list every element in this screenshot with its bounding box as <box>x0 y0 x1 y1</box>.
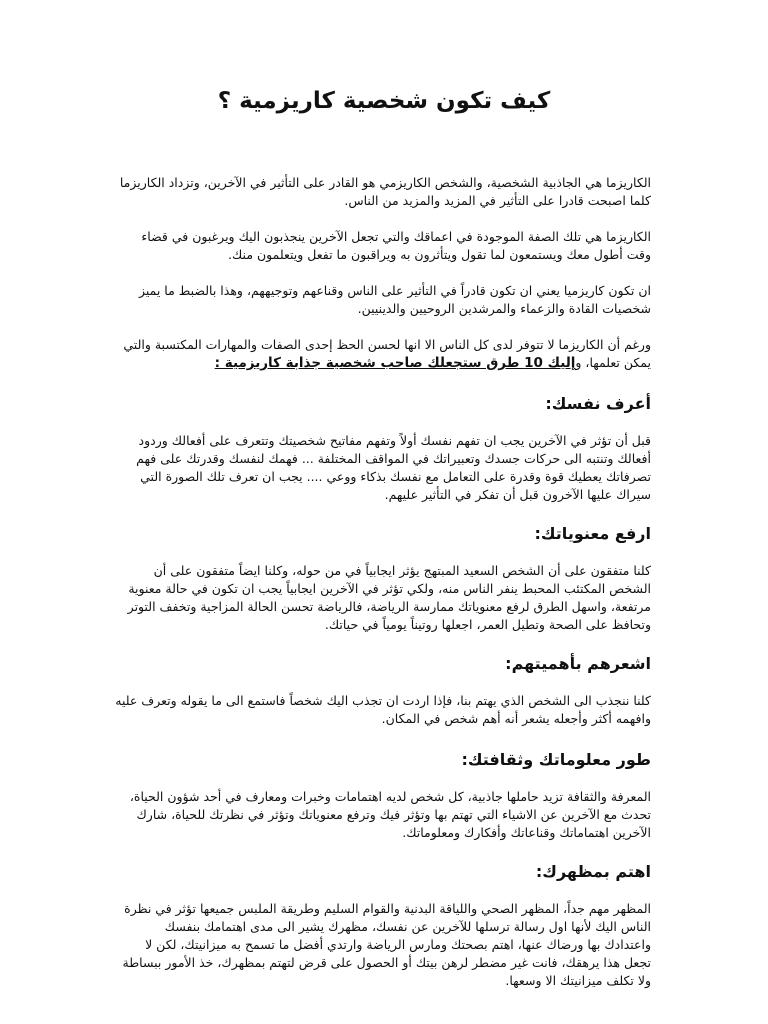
intro-paragraph-3: ان تكون كاريزميا يعني ان تكون قادراً في التأثير على الناس وقناعهم وتوجيههم، وهذا بالضبط ما يميز شخصيات القادة والزعماء والمرشدين الروحيين والدينيين. <box>138 283 651 316</box>
section-body-know-yourself: قبل أن تؤثر في الآخرين يجب ان تفهم نفسك أولاً وتفهم مفاتيح شخصيتك وتتعرف على أفعالك وردود أفعالك وتنتبه الى حركات جسدك وتعبيراتك في المواقف المختلفة ... فهمك لنفسك وقدرتك على فهم تصرفاتك يعطيك قوة وقدرة على التعامل مع نفسك بذكاء ووعي .... يجب ان تعرف تلك الصورة التي سيراك عليها الآخرون قبل أن تفكر في التأثير عليهم. <box>136 433 651 502</box>
section-heading-raise-morale: ارفع معنوياتك: <box>534 524 651 543</box>
section-body-develop-knowledge: المعرفة والثقافة تزيد حاملها جاذبية، كل شخص لديه اهتمامات وخبرات ومعارف في أحد شؤون الحياة، تحدث مع الآخرين عن الاشياء التي تهتم بها وتؤثر فيك وترفع معنوياتك وتؤثر في نظرتك للحياة، شارك الآخرين اهتماماتك وقناعاتك وأفكارك ومعلوماتك. <box>129 789 651 840</box>
section-heading-appearance: اهتم بمظهرك: <box>535 862 651 881</box>
section-body-make-them-feel-important: كلنا ننجذب الى الشخص الذي يهتم بنا، فإذا اردت ان تجذب اليك شخصاً فاستمع الى ما يقوله وتعرف عليه وافهمه أكثر وأجعله يشعر أنه أهم شخص في المكان. <box>115 693 651 726</box>
section-body-appearance: المظهر مهم جداً، المظهر الصحي واللياقة البدنية والقوام السليم وطريقة الملبس جميعها تؤثر في نظرة الناس اليك لأنها اول رسالة ترسلها للآخرين عن نفسك، مظهرك يشير الى مدى اهتمامك بنفسك واعتدادك بها ورضاك عنها، اهتم بصحتك ومارس الرياضة وارتدي أفضل ما تسمح به ميزانيتك، لكن لا تجعل هذا يرهقك، فانت غير مضطر لرهن بيتك أو الحصول على قرض لتهتم بمظهرك، خذ الأمور ببساطة ولا تكلف ميزانيتك الا وسعها. <box>122 901 651 988</box>
section-body-raise-morale: كلنا متفقون على أن الشخص السعيد المبتهج يؤثر ايجابياً في من حوله، وكلنا ايضاً متفقون على أن الشخص المكتئب المحبط ينفر الناس منه، ولكي تؤثر في الآخرين ايجابياً يجب ان تكون في حالة معنوية مرتفعة، واسهل الطرق لرفع معنوياتك ممارسة الرياضة، فالرياضة تحسن الحالة المزاجية وتخفف التوتر وتحافظ على الصحة وتطيل العمر، اجعلها روتيناً يومياً في حياتك. <box>127 563 651 632</box>
page-title: كيف تكون شخصية كاريزمية ؟ <box>217 88 551 114</box>
section-heading-know-yourself: أعرف نفسك: <box>545 394 651 413</box>
section-heading-develop-knowledge: طور معلوماتك وثقافتك: <box>461 750 651 769</box>
tips-intro-line: إليك 10 طرق ستجعلك صاحب شخصية جذابة كاريزمية : <box>214 355 576 371</box>
intro-paragraph-4 <box>115 336 651 372</box>
intro-paragraph-4-text: ورغم أن الكاريزما لا تتوفر لدى كل الناس الا انها لحسن الحظ إحدى الصفات والمهارات المكتسبة والتي يمكن تعلمها، و <box>123 337 651 370</box>
section-heading-make-them-feel-important: اشعرهم بأهميتهم: <box>505 654 651 673</box>
intro-paragraph-1: الكاريزما هي الجاذبية الشخصية، والشخص الكاريزمي هو القادر على التأثير في الآخرين، وتزداد الكاريزما كلما اصبحت قادرا على التأثير في المزيد والمزيد من الناس. <box>119 175 651 208</box>
intro-paragraph-2: الكاريزما هي تلك الصفة الموجودة في اعماقك والتي تجعل الآخرين ينجذبون اليك ويرغبون في قضاء وقت أطول معك ويستمعون لما تقول ويتأثرون به ويراقبون ما تفعل ويتعلمون منك. <box>141 229 651 262</box>
